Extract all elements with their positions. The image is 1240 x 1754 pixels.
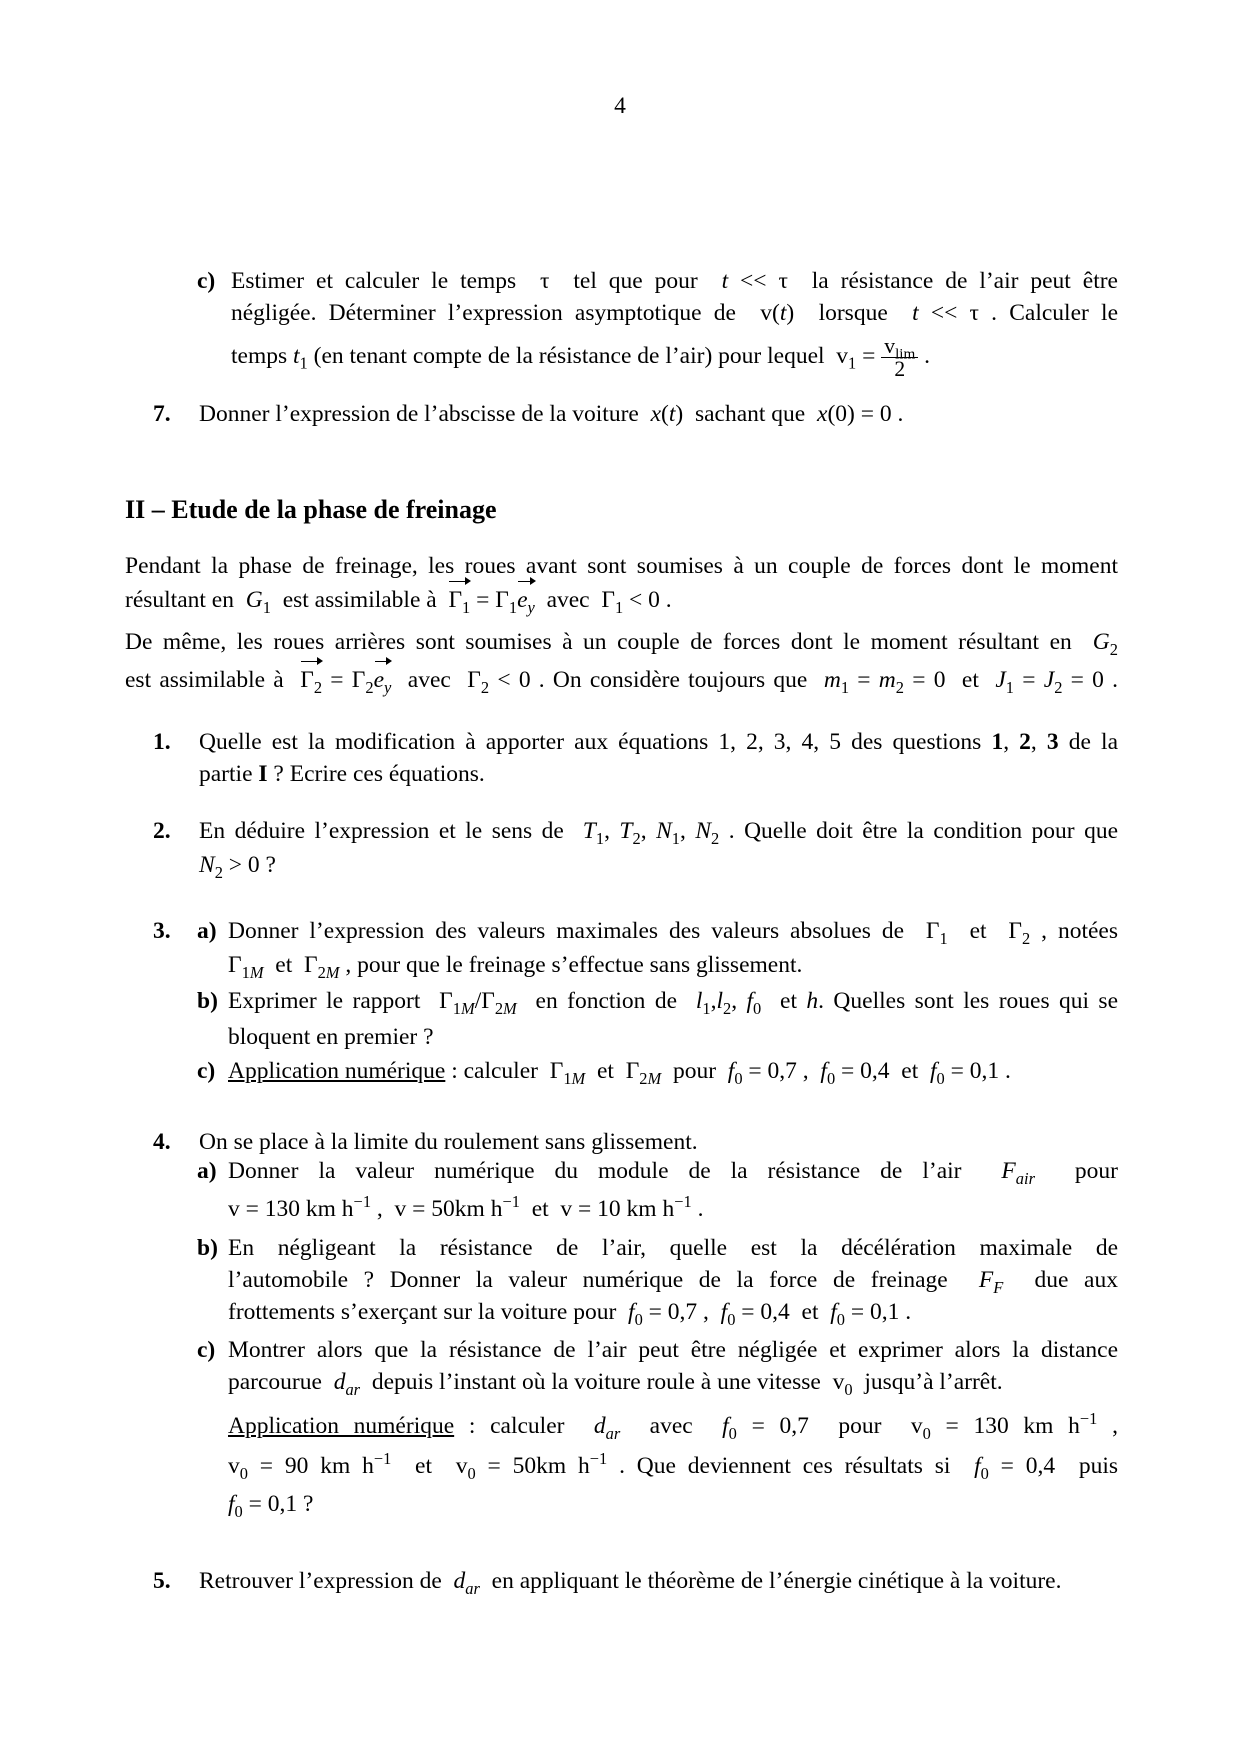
question-5-text: Retrouver l’expression de $d_{ar}$ en appliquant le théorème de l’énergie cinétique à la voiture. bbox=[199, 1568, 1062, 1598]
section-intro: Pendant la phase de freinage, les roues avant sont soumises à un couple de forces dont le moment résultant en $G_1$ est assimilable à $\Gamma_1 = \Gamma_1e_y$ avec $\Gamma_1 < 0$ . De même, les roues arrières sont soumises à un couple de forces dont le moment résultant en $G_2$ est assimilable à $\Gamma_2 = \Gamma_2e_y$ avec $\Gamma_2 < 0$ . On considère toujours que $m_1 = m_2 = 0$ et $J_1 = J_2 = 0$ . bbox=[125, 553, 1118, 697]
question-7-text: Donner l’expression de l’abscisse de la voiture x(t) sachant que x(0) = 0 . bbox=[199, 401, 904, 427]
question-2-number: 2. bbox=[153, 818, 171, 844]
question-4b-text: En négligeant la résistance de l’air, quelle est la décélération maximale de l’automobile ? Donner la valeur numérique de la force de freinage $F_F$ due aux frottements s’exerçant sur la voiture pour $f_0 = 0,7$ , $f_0 = 0,4$ et $f_0 = 0,1$ . bbox=[228, 1235, 1118, 1329]
question-3-number: 3. bbox=[153, 918, 171, 944]
section-title: II – Etude de la phase de freinage bbox=[125, 495, 497, 524]
question-4c-text: Montrer alors que la résistance de l’air peut être négligée et exprimer alors la distance parcourue $d_{ar}$ depuis l’instant où la voiture roule à une vitesse $v_0$ jusqu’à l’arrêt. Application numérique : calculer $d_{ar}$ avec $f_0 = 0,7$ pour $v_0 = 130$ km $h^{-1}$ , $v_0 = 90$ km $h^{-1}$ et $v_0 = 50km$ $h^{-1}$ . Que deviennent ces résultats si $f_0 = 0,4$ puis $f_0 = 0,1$ ? bbox=[228, 1337, 1118, 1521]
question-7-number: 7. bbox=[153, 401, 171, 427]
question-3b-text: Exprimer le rapport $\Gamma_{1M}/\Gamma_{2M}$ en fonction de $l_1,l_2$, $f_0$ et h. Quelles sont les roues qui se bloquent en premier ? bbox=[228, 988, 1119, 1050]
question-4b-label: b) bbox=[197, 1235, 218, 1261]
question-c-label: c) bbox=[197, 268, 216, 294]
question-3a-text: Donner l’expression des valeurs maximales des valeurs absolues de $\Gamma_1$ et $\Gamma_2$ , notées $\Gamma_{1M}$ et $\Gamma_{2M}$ , pour que le freinage s’effectue sans glissement. bbox=[228, 918, 1118, 982]
question-3c-label: c) bbox=[197, 1058, 216, 1084]
page-number: 4 bbox=[614, 93, 626, 119]
question-4a-text: Donner la valeur numérique du module de la résistance de l’air $F_{air}$ pour v = 130 km $h^{-1}$ , v = 50km $h^{-1}$ et v = 10 km $h^{-1}$ . bbox=[228, 1158, 1118, 1222]
question-4c-label: c) bbox=[197, 1337, 216, 1363]
question-4-number: 4. bbox=[153, 1129, 171, 1155]
question-c-text: Estimer et calculer le temps τ tel que pour t << τ la résistance de l’air peut être négligée. Déterminer l’expression asymptotique de v(t) lorsque t << τ . Calculer le temps $t_1$ (en tenant compte de la résistance de l’air) pour lequel $v_1$ = $\frac{v_{lim}}{2}$ . bbox=[231, 268, 1118, 381]
question-3c-text: Application numérique : calculer $\Gamma_{1M}$ et $\Gamma_{2M}$ pour $f_0 = 0,7$ , $f_0 = 0,4$ et $f_0 = 0,1$ . bbox=[228, 1058, 1011, 1088]
question-4-intro: On se place à la limite du roulement sans glissement. bbox=[199, 1129, 698, 1155]
question-3b-label: b) bbox=[197, 988, 218, 1014]
question-2-text: En déduire l’expression et le sens de $T_1$, $T_2$, $N_1$, $N_2$ . Quelle doit être la condition pour que $N_2 > 0$ ? bbox=[199, 818, 1119, 882]
question-1-number: 1. bbox=[153, 729, 171, 755]
question-5-number: 5. bbox=[153, 1568, 171, 1594]
question-4a-label: a) bbox=[197, 1158, 217, 1184]
question-3a-label: a) bbox=[197, 918, 217, 944]
question-1-text: Quelle est la modification à apporter aux équations 1, 2, 3, 4, 5 des questions 1, 2, 3 de la partie I ? Ecrire ces équations. bbox=[199, 729, 1119, 787]
